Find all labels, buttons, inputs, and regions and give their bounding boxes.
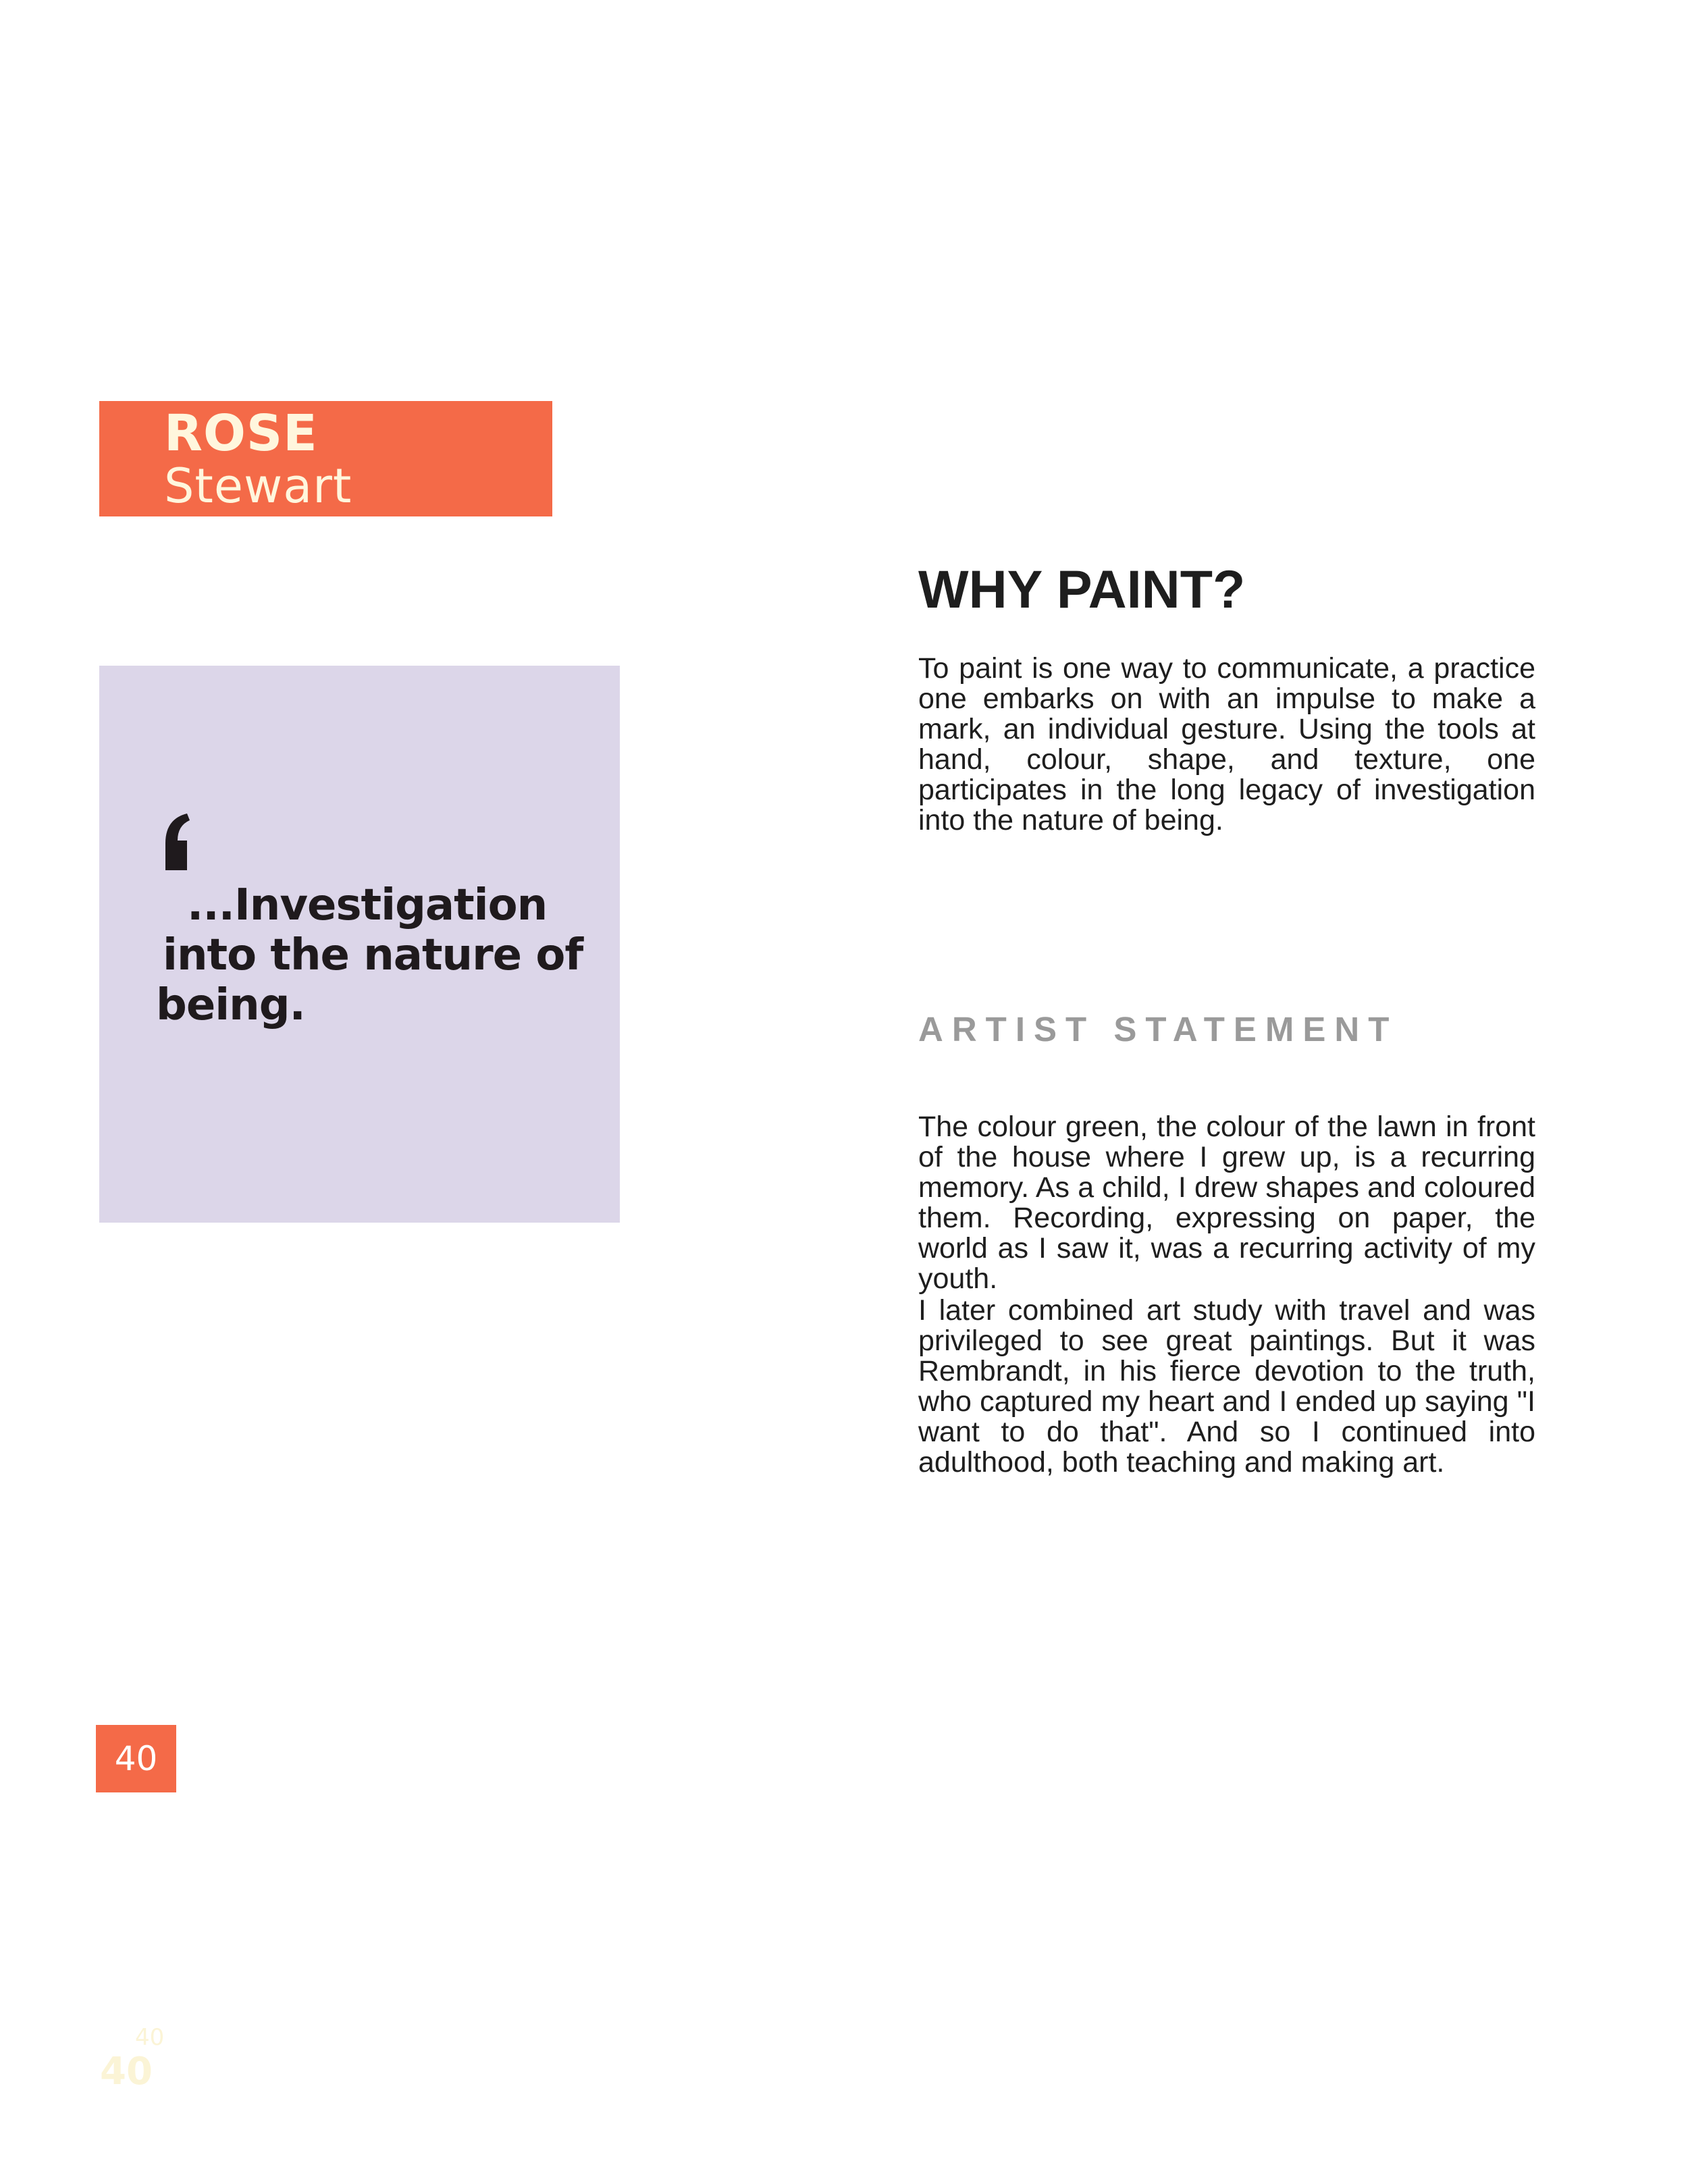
page-number-badge: 40 xyxy=(96,1725,176,1792)
pull-quote-text xyxy=(156,880,602,1030)
artist-last-name: Stewart xyxy=(164,458,352,514)
artist-name-banner xyxy=(99,401,552,516)
artist-statement-heading: ARTIST STATEMENT xyxy=(918,1010,1398,1048)
artist-statement-paragraph-1: The colour green, the colour of the lawn in front of the house where I grew up, is a recurring memory. As a child, I drew shapes and coloured them. Recording, expressing on paper, the world as I saw it, was a recurring activity of my youth. xyxy=(918,1111,1535,1295)
artist-first-name: ROSE xyxy=(164,404,318,462)
artist-statement-paragraph-2: I later combined art study with travel and was privileged to see great paintings. But it was Rembrandt, in his fierce devotion to the truth, who captured my heart and I ended up saying "I want to do that". And so I continued into adulthood, both teaching and making art. xyxy=(918,1294,1535,1479)
pull-quote-line: ...Investigation xyxy=(187,880,548,930)
quote-mark-icon xyxy=(160,811,221,872)
pull-quote-line: being. xyxy=(156,980,305,1030)
ghost-page-number-small: 40 xyxy=(135,2024,165,2051)
ghost-page-number-large: 40 xyxy=(100,2050,153,2094)
pull-quote-line: into the nature of xyxy=(163,930,583,980)
why-paint-paragraph: To paint is one way to communicate, a practice one embarks on with an impulse to make a mark, an individual gesture. Using the tools at hand, colour, shape, and texture, one participates in the long legacy of investigation into the nature of being. xyxy=(918,652,1535,836)
why-paint-heading: WHY PAINT? xyxy=(918,559,1246,619)
pull-quote-box xyxy=(99,666,620,1223)
